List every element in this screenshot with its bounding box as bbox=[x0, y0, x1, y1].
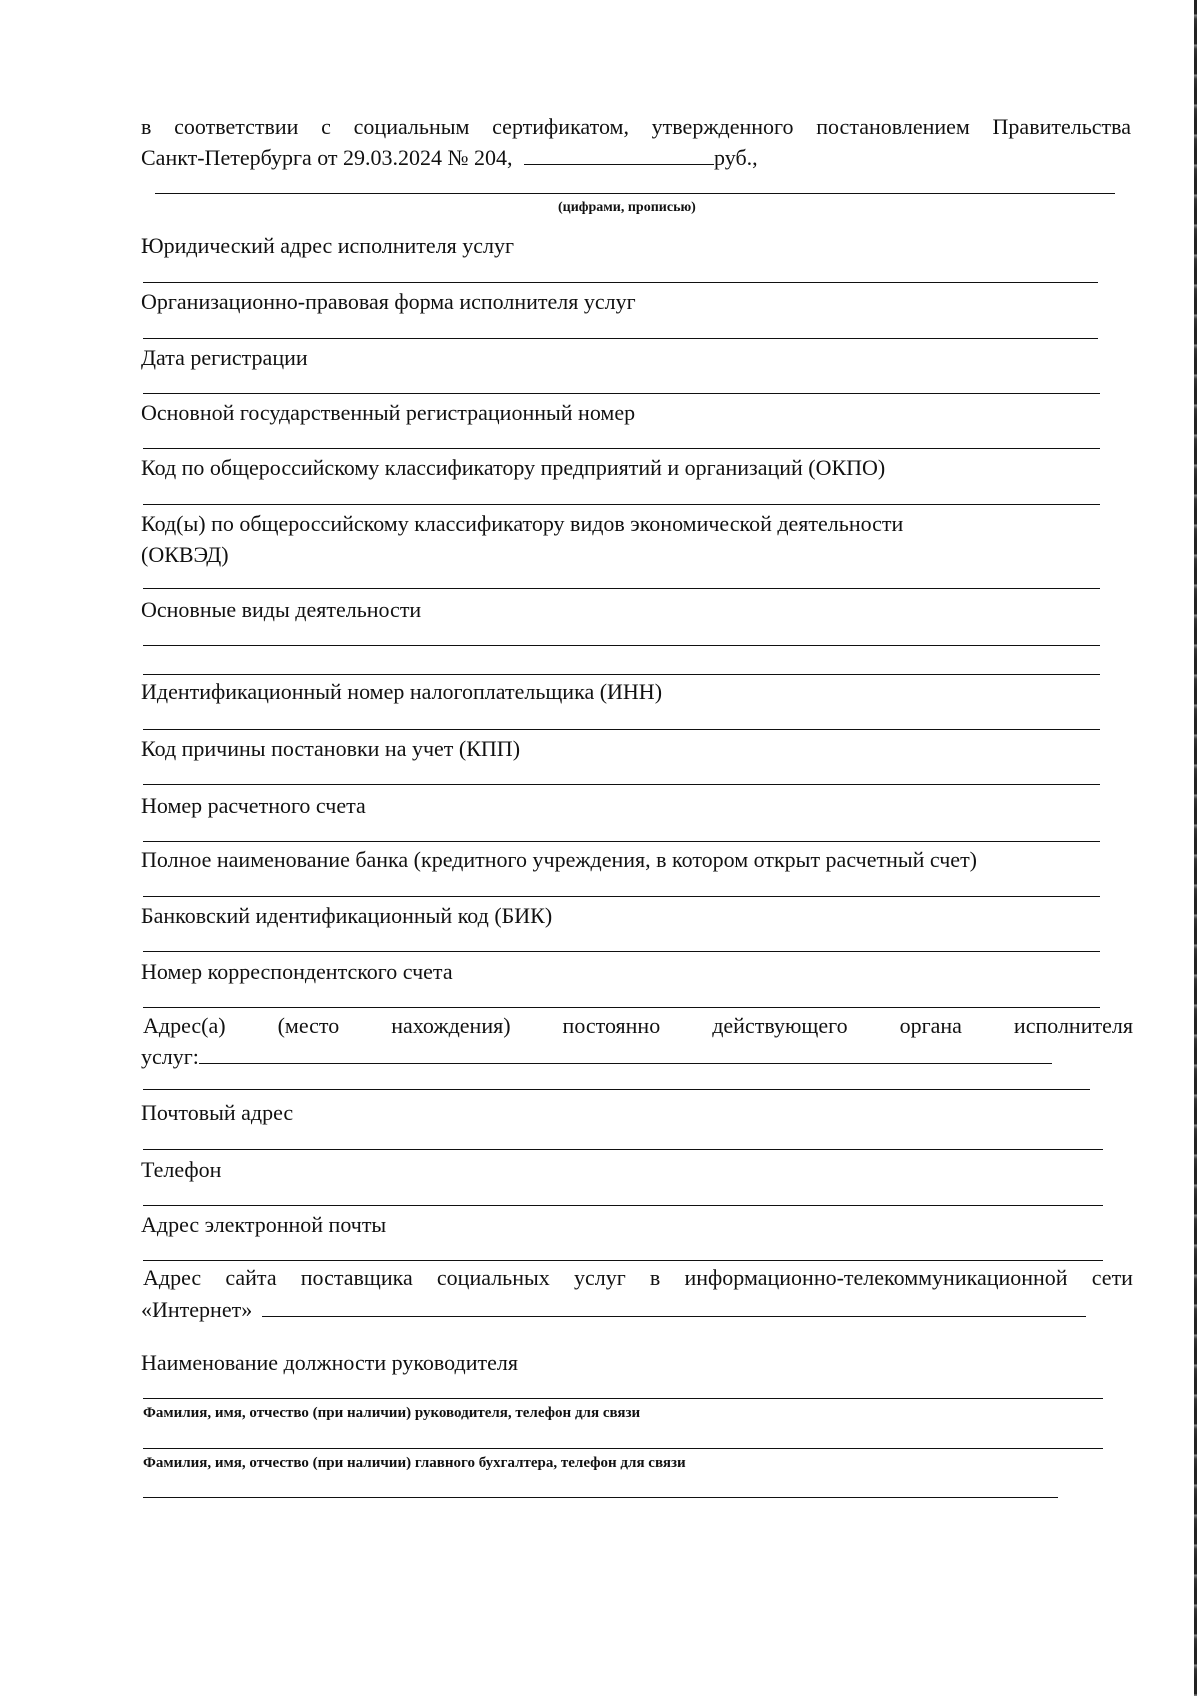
bik-label: Банковский идентификационный код (БИК) bbox=[141, 903, 553, 928]
word: постоянно bbox=[562, 1013, 661, 1038]
kpp-line[interactable] bbox=[143, 784, 1100, 785]
word: сайта bbox=[225, 1265, 277, 1290]
okpo-line[interactable] bbox=[143, 504, 1100, 505]
word: действующего bbox=[712, 1013, 848, 1038]
accountant-name-label: Фамилия, имя, отчество (при наличии) главного бухгалтера, телефон для связи bbox=[143, 1455, 686, 1471]
word: сети bbox=[1091, 1265, 1133, 1290]
permanent-address-label-line-2 bbox=[141, 1041, 1052, 1073]
website-blank[interactable] bbox=[262, 1294, 1086, 1317]
bik-line[interactable] bbox=[143, 951, 1100, 952]
okpo-label: Код по общероссийскому классификатору предприятий и организаций (ОКПО) bbox=[141, 455, 886, 480]
word: органа bbox=[899, 1013, 962, 1038]
permanent-address-blank[interactable] bbox=[199, 1041, 1052, 1064]
word: в bbox=[649, 1265, 661, 1290]
amount-caption: (цифрами, прописью) bbox=[558, 200, 696, 215]
okved-label-line-1: Код(ы) по общероссийскому классификатору видов экономической деятельности bbox=[141, 511, 904, 536]
website-label-line-1 bbox=[143, 1262, 1133, 1294]
word: Адрес(а) bbox=[143, 1013, 226, 1038]
word: услуг bbox=[573, 1265, 626, 1290]
main-activities-line-1[interactable] bbox=[143, 645, 1100, 646]
permanent-address-line-2[interactable] bbox=[143, 1089, 1090, 1090]
legal-form-label: Организационно-правовая форма исполнителя услуг bbox=[141, 289, 636, 314]
phone-label: Телефон bbox=[141, 1157, 222, 1182]
legal-address-label: Юридический адрес исполнителя услуг bbox=[141, 233, 515, 258]
corr-account-line[interactable] bbox=[143, 1007, 1100, 1008]
postal-address-label: Почтовый адрес bbox=[141, 1100, 294, 1125]
corr-account-label: Номер корреспондентского счета bbox=[141, 959, 453, 984]
amount-blank[interactable] bbox=[524, 142, 714, 165]
permanent-address-label: услуг: bbox=[141, 1044, 199, 1069]
word: информационно-телекоммуникационной bbox=[684, 1265, 1068, 1290]
kpp-label: Код причины постановки на учет (КПП) bbox=[141, 736, 521, 761]
permanent-address-label-line-1 bbox=[143, 1010, 1133, 1042]
intro-line-2 bbox=[141, 142, 758, 174]
head-name-label: Фамилия, имя, отчество (при наличии) руководителя, телефон для связи bbox=[143, 1405, 641, 1421]
word: исполнителя bbox=[1013, 1013, 1133, 1038]
inn-label: Идентификационный номер налогоплательщика (ИНН) bbox=[141, 679, 663, 704]
word: Адрес bbox=[143, 1265, 202, 1290]
postal-address-line[interactable] bbox=[143, 1149, 1103, 1150]
registration-date-line[interactable] bbox=[143, 393, 1100, 394]
bank-name-line[interactable] bbox=[143, 896, 1100, 897]
website-label-line-2 bbox=[141, 1294, 1086, 1326]
scan-edge bbox=[1194, 0, 1197, 1696]
legal-address-line[interactable] bbox=[143, 282, 1098, 283]
head-position-line[interactable] bbox=[143, 1398, 1103, 1399]
main-activities-label: Основные виды деятельности bbox=[141, 597, 422, 622]
legal-form-line[interactable] bbox=[143, 338, 1098, 339]
email-line[interactable] bbox=[143, 1260, 1103, 1261]
bank-name-label: Полное наименование банка (кредитного учреждения, в котором открыт расчетный счет) bbox=[141, 847, 978, 872]
okved-label-line-2: (ОКВЭД) bbox=[141, 542, 229, 567]
word: поставщика bbox=[300, 1265, 413, 1290]
word: социальных bbox=[436, 1265, 550, 1290]
ogrn-label: Основной государственный регистрационный номер bbox=[141, 400, 636, 425]
inn-line[interactable] bbox=[143, 729, 1100, 730]
word: нахождения) bbox=[391, 1013, 511, 1038]
okved-line[interactable] bbox=[143, 588, 1100, 589]
amount-words-line[interactable] bbox=[155, 193, 1115, 194]
head-name-line[interactable] bbox=[143, 1448, 1103, 1449]
phone-line[interactable] bbox=[143, 1205, 1103, 1206]
email-label: Адрес электронной почты bbox=[141, 1212, 387, 1237]
account-number-line[interactable] bbox=[143, 841, 1100, 842]
intro-line-2-prefix: Санкт-Петербурга от 29.03.2024 № 204, bbox=[141, 145, 513, 170]
website-label: «Интернет» bbox=[141, 1297, 253, 1322]
account-number-label: Номер расчетного счета bbox=[141, 793, 366, 818]
intro-line-1: в соответствии с социальным сертификатом, утвержденного постановлением Правительства bbox=[141, 114, 1131, 139]
head-position-label: Наименование должности руководителя bbox=[141, 1350, 518, 1375]
main-activities-line-2[interactable] bbox=[143, 674, 1100, 675]
accountant-name-line[interactable] bbox=[143, 1497, 1058, 1498]
ogrn-line[interactable] bbox=[143, 448, 1100, 449]
registration-date-label: Дата регистрации bbox=[141, 345, 308, 370]
intro-line-2-suffix: руб., bbox=[714, 145, 758, 170]
word: (место bbox=[277, 1013, 340, 1038]
